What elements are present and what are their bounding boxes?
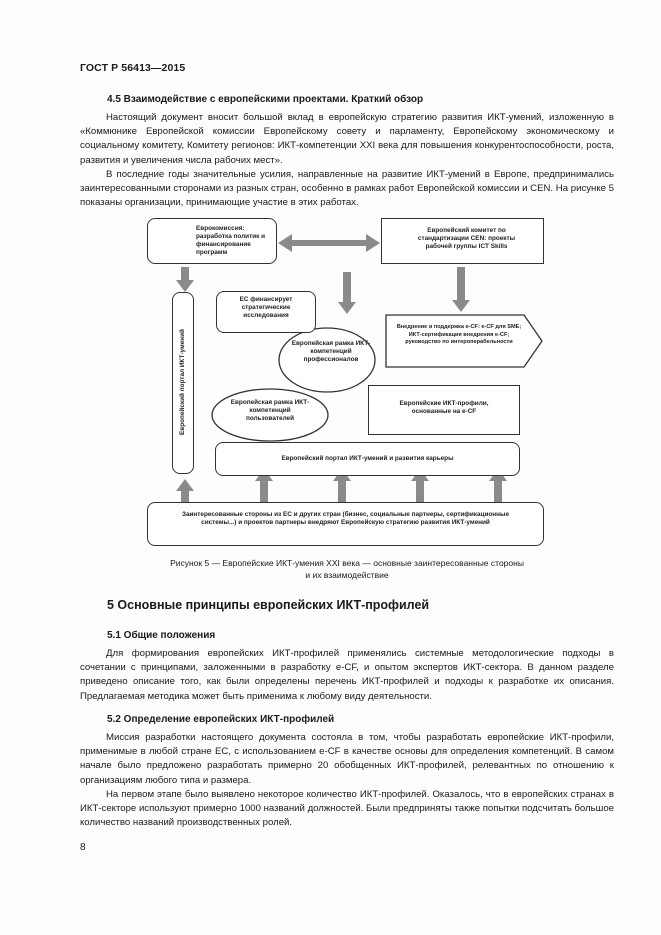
document-header: ГОСТ Р 56413—2015	[80, 62, 186, 74]
section-5-2-title: 5.2 Определение европейских ИКТ-профилей	[107, 714, 335, 725]
box-cen-committee: Европейский комитет по стандартизации CEN: проекты рабочей группы ICT Skills	[381, 218, 544, 264]
box-ec-funding: ЕС финансирует стратегические исследования	[216, 291, 316, 333]
box-eurocommission: Еврокомиссия: разработка политик и финансирование программ	[147, 218, 277, 264]
section-5-1-paragraph: Для формирования европейских ИКТ-профилей применялись системные методологические подходы в сочетании с принципами, заложенными в разработку e-CF, и опытом экспертов ИКТ-сектора. В данном разделе приведено описание того, как были определены перечень ИКТ-профилей и подходы к разработке их описания. Предлагаемая методика может быть применима к любому виду деятельности.	[80, 648, 614, 702]
section-4-5-paragraph-2: В последние годы значительные усилия, направленные на развитие ИКТ-умений в Европе, предпринимались заинтересованными сторонами из разных стран, особенно в рамках работ Европейской комиссии и CEN. На рисунке 5 показаны организации, принимающие участие в этих работах.	[80, 169, 614, 209]
box-portal-career: Европейский портал ИКТ-умений и развития карьеры	[215, 442, 520, 476]
section-4-5-title: 4.5 Взаимодействие с европейскими проектами. Краткий обзор	[107, 94, 424, 105]
section-5-2-paragraph-2: На первом этапе было выявлено некоторое количество ИКТ-профилей. Оказалось, что в европейских странах в ИКТ-секторе используют примерно 1000 названий должностей. Были предприняты также попытки подсчитать большое количество названий производственных ролей.	[80, 789, 614, 829]
arrow-down-left	[176, 267, 194, 292]
arrow-eurocommission-cen	[278, 234, 380, 252]
box-portal-vertical: Европейский портал ИКТ-умений	[172, 292, 194, 474]
arrow-up-1	[176, 479, 194, 502]
figure-caption	[80, 557, 614, 581]
box-ict-profiles: Европейские ИКТ-профили, основанные на e-CF	[368, 385, 520, 435]
label-ecf-implementation: Внедрение и поддержка e-CF: e-CF для SME; ИКТ-сертификация внедрения e-CF; руководство по интероперабельности	[396, 324, 522, 346]
figure-caption-line-1: Рисунок 5 — Европейские ИКТ-умения XXI века — основные заинтересованные стороны	[170, 558, 524, 568]
label-framework-professionals: Европейская рамка ИКТ-компетенций профессионалов	[291, 340, 371, 363]
figure-caption-line-2: и их взаимодействие	[305, 570, 389, 580]
label-framework-users: Европейская рамка ИКТ-компетенций пользователей	[230, 399, 310, 422]
box-stakeholders: Заинтересованные стороны из ЕС и других стран (бизнес, социальные партнеры, сертификационные системы...) и проектов партнеры внедряют Европейскую стратегию развития ИКТ-умений	[147, 502, 544, 546]
section-5-1-title: 5.1 Общие положения	[107, 630, 216, 641]
section-5-title: 5 Основные принципы европейских ИКТ-профилей	[107, 598, 430, 612]
section-5-2-paragraph-1: Миссия разработки настоящего документа состояла в том, чтобы разработать европейские ИКТ-профили, применимые в любой стране ЕС, с использованием e-CF в качестве основы для определения компетенций. В самом начале было предложено разработать примерно 20 обобщенных ИКТ-профилей, релевантных по отношению к организациям любого типа и размера.	[80, 732, 614, 786]
arrow-down-right	[452, 267, 470, 312]
page-number: 8	[80, 842, 86, 853]
section-4-5-paragraph-1: Настоящий документ вносит большой вклад в европейскую стратегию развития ИКТ-умений, изложенную в «Коммюнике Европейской комиссии Европейскому совету и парламенту, Европейскому экономическому и социальному комитету, Комитету регионов: ИКТ-компетенции XXI века для повышения конкурентоспособности, роста, развития и увеличения числа рабочих мест».	[80, 112, 614, 166]
figure-5-diagram	[142, 212, 552, 548]
arrow-down-center	[338, 272, 356, 314]
